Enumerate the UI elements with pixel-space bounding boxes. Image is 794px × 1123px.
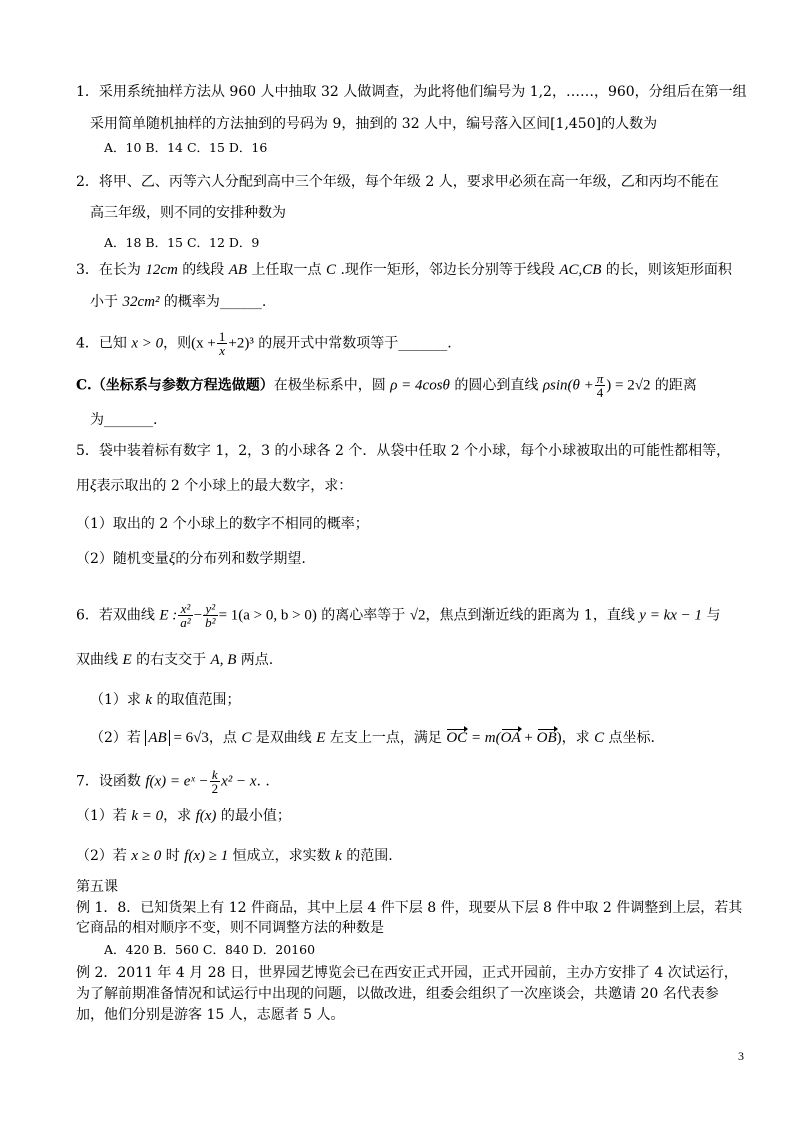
q3-line-2: 小于 32cm² 的概率为______. — [90, 294, 267, 310]
ex1-line-1: 例 1．8．已知货架上有 12 件商品，其中上层 4 件下层 8 件，现要从下层 8 件中取 2 件调整到上层，若其 — [76, 900, 743, 916]
q7-sub-1: （1）若 k = 0，求 f(x) 的最小值； — [76, 808, 291, 824]
q5-sub-1: （1）取出的 2 个小球上的数字不相同的概率； — [76, 516, 369, 532]
q6-sub-2: （2）若 AB = 6√3，点 C 是双曲线 E 左支上一点，满足 OC = m(OA + OB)，求 C 点坐标. — [90, 730, 655, 746]
ex1-line-2: 它商品的相对顺序不变，则不同调整方法的种数是 — [76, 920, 384, 936]
lesson5-title: 第五课 — [76, 879, 118, 895]
q1-line-1: 1．采用系统抽样方法从 960 人中抽取 32 人做调查，为此将他们编号为 1,2，……，960，分组后在第一组 — [76, 84, 747, 100]
qc-line-1: C.（坐标系与参数方程选做题）在极坐标系中，圆 ρ = 4cosθ 的圆心到直线 ρsin(θ + $\frac{\pi}{4}$ ) = 2√2 的距离 — [76, 371, 697, 400]
q1-options: A．10 B．14 C．15 D．16 — [104, 140, 268, 155]
ex2-line-2: 为了解前期准备情况和试运行中出现的问题，以做改进，组委会组织了一次座谈会，共邀请 20 名代表参 — [76, 986, 719, 1002]
ex2-line-3: 加，他们分别是游客 15 人，志愿者 5 人。 — [76, 1007, 345, 1023]
q5-line-1: 5．袋中装着标有数字 1，2，3 的小球各 2 个．从袋中任取 2 个小球，每个小球被取出的可能性都相等， — [76, 443, 731, 459]
ex2-line-1: 例 2．2011 年 4 月 28 日，世界园艺博览会已在西安正式开园，正式开园前，主办方安排了 4 次试运行， — [76, 965, 738, 981]
q2-line-1: 2．将甲、乙、丙等六人分配到高中三个年级，每个年级 2 人，要求甲必须在高一年级，乙和丙均不能在 — [76, 174, 719, 190]
q6-line-2: 双曲线 E 的右支交于 A, B 两点. — [76, 652, 274, 668]
q6-sub-1: （1）求 k 的取值范围； — [90, 692, 241, 708]
q6-line-1: 6．若双曲线 E : $\frac{\text{x²}}{\text{a²}}$ − $\frac{\text{y²}}{\text{b²}}$ = 1(a > 0, b > 0) 的离心率等于 √2，焦点到渐近线的距离为 1，直线 y = kx − 1 与 — [76, 601, 721, 630]
q7-sub-2: （2）若 x ≥ 0 时 f(x) ≥ 1 恒成立，求实数 k 的范围. — [76, 848, 393, 864]
q7-line-1: 7．设函数 f(x) = eˣ − $\frac{k}{2}$ x² − x. . — [76, 767, 270, 796]
q1-line-2: 采用简单随机抽样的方法抽到的号码为 9，抽到的 32 人中，编号落入区间[1,450]的人数为 — [90, 116, 658, 132]
ex1-options: A．420 B．560 C．840 D．20160 — [104, 942, 316, 957]
qc-line-2: 为_______. — [90, 412, 158, 428]
page-number: 3 — [738, 1049, 744, 1063]
q5-sub-2: （2）随机变量ξ的分布列和数学期望. — [76, 551, 306, 567]
q5-line-2: 用ξ表示取出的 2 个小球上的最大数字，求： — [76, 478, 353, 494]
q2-options: A．18 B．15 C．12 D．9 — [104, 235, 260, 250]
q3-line-1: 3．在长为 12cm 的线段 AB 上任取一点 C .现作一矩形，邻边长分别等于线段 AC,CB 的长，则该矩形面积 — [76, 262, 732, 278]
q2-line-2: 高三年级，则不同的安排种数为 — [90, 205, 286, 221]
q4-line: 4．已知 x > 0，则(x + $\frac{1}{x}$ +2)³ 的展开式中常数项等于_______. — [76, 329, 452, 358]
